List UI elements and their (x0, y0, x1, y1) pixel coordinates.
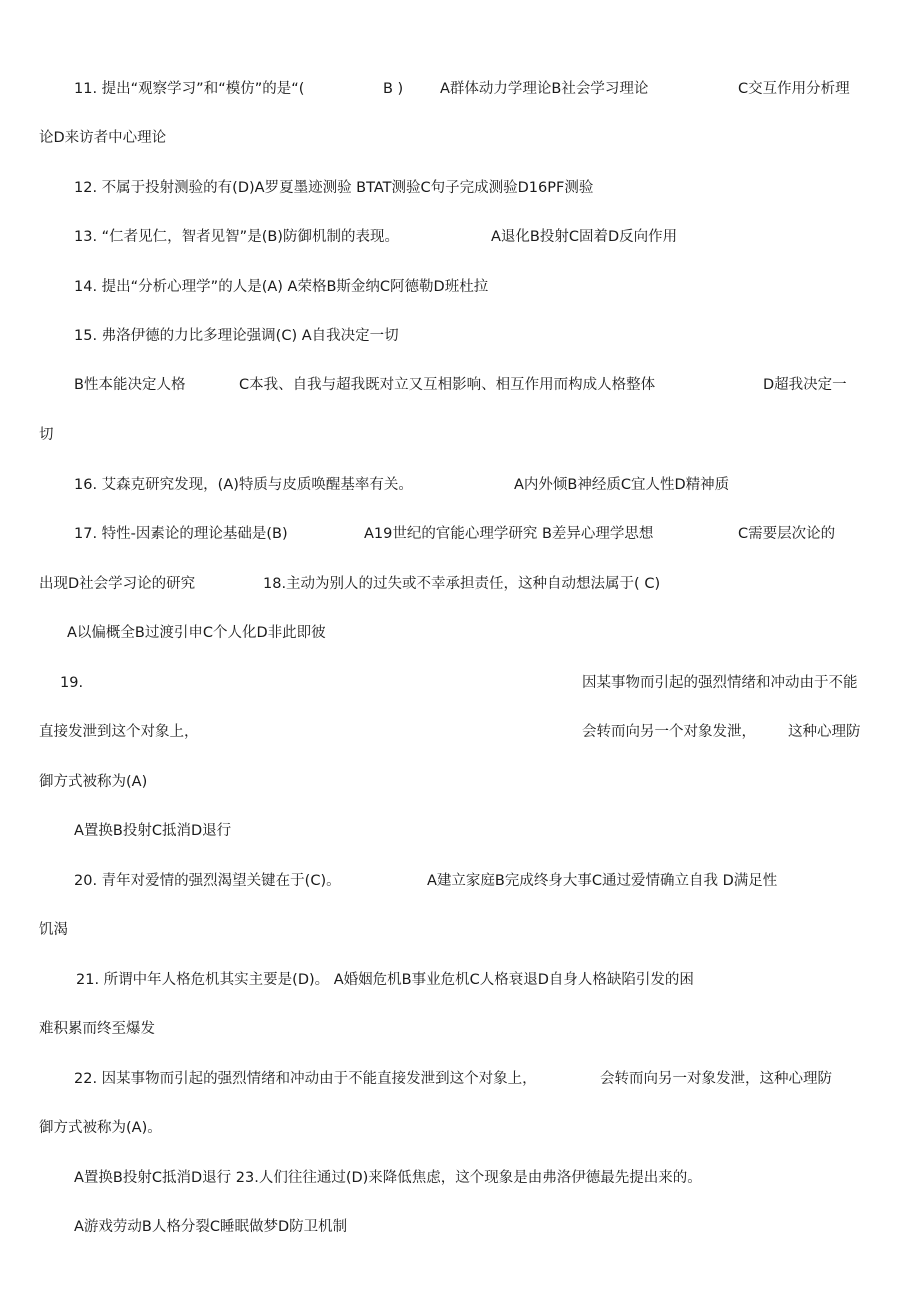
q19-stem-b: 直接发泄到这个对象上， (39, 724, 199, 740)
q15-stem: 15. 弗洛伊德的力比多理论强调(C) A自我决定一切 (74, 328, 399, 344)
q19-stem-d: 这种心理防 (788, 724, 861, 740)
q16-stem: 16. 艾森克研究发现，(A)特质与皮质唤醒基率有关。 (74, 477, 413, 493)
q13-stem: 13. “仁者见仁，智者见智”是(B)防御机制的表现。 (74, 229, 399, 245)
q17-option-c: C需要层次论的 (738, 526, 836, 542)
q23-options: A游戏劳动B人格分裂C睡眠做梦D防卫机制 (74, 1219, 348, 1235)
q19-stem-c: 会转而向另一个对象发泄， (582, 724, 756, 740)
q11-answer: B ) (383, 81, 404, 97)
q17-continuation: 出现D社会学习论的研究 (39, 576, 196, 592)
q17-stem: 17. 特性-因素论的理论基础是(B) (74, 526, 288, 542)
q20-options: A建立家庭B完成终身大事C通过爱情确立自我 D满足性 (427, 873, 778, 889)
q22-stem-c: 御方式被称为(A)。 (39, 1120, 162, 1136)
q17-options: A19世纪的官能心理学研究 B差异心理学思想 (364, 526, 654, 542)
q19-number: 19. (60, 675, 84, 691)
q18-options: A以偏概全B过渡引申C个人化D非此即彼 (67, 625, 326, 641)
q19-stem-a: 因某事物而引起的强烈情绪和冲动由于不能 (582, 675, 858, 691)
q16-options: A内外倾B神经质C宜人性D精神质 (514, 477, 730, 493)
q11-stem: 11. 提出“观察学习”和“模仿”的是“( (74, 81, 305, 97)
q13-options: A退化B投射C固着D反向作用 (491, 229, 678, 245)
q11-options: A群体动力学理论B社会学习理论 (440, 81, 649, 97)
q15-option-b: B性本能决定人格 (74, 377, 186, 393)
q18-stem: 18.主动为别人的过失或不幸承担责任，这种自动想法属于( C) (263, 576, 661, 592)
q22-stem-b: 会转而向另一对象发泄，这种心理防 (600, 1071, 832, 1087)
q20-stem: 20. 青年对爱情的强烈渴望关键在于(C)。 (74, 873, 341, 889)
q15-option-d: D超我决定一 (763, 377, 847, 393)
q21-continuation: 难积累而终至爆发 (39, 1021, 155, 1037)
q21-line: 21. 所谓中年人格危机其实主要是(D)。 A婚姻危机B事业危机C人格衰退D自身人格缺陷引发的困 (76, 972, 694, 988)
q22-stem-a: 22. 因某事物而引起的强烈情绪和冲动由于不能直接发泄到这个对象上， (74, 1071, 537, 1087)
q19-options: A置换B投射C抵消D退行 (74, 823, 232, 839)
q19-stem-e: 御方式被称为(A) (39, 774, 148, 790)
q22-options-q23-stem: A置换B投射C抵消D退行 23.人们往往通过(D)来降低焦虑，这个现象是由弗洛伊德最先提出来的。 (74, 1170, 702, 1186)
q11-option-c: C交互作用分析理 (738, 81, 850, 97)
q15-option-c: C本我、自我与超我既对立又互相影响、相互作用而构成人格整体 (239, 377, 656, 393)
q20-continuation: 饥渴 (39, 922, 68, 938)
q14-line: 14. 提出“分析心理学”的人是(A) A荣格B斯金纳C阿德勒D班杜拉 (74, 279, 489, 295)
q15-continuation: 切 (39, 427, 54, 443)
q12-line: 12. 不属于投射测验的有(D)A罗夏墨迹测验 BTAT测验C句子完成测验D16PF测验 (74, 180, 594, 196)
q11-continuation: 论D来访者中心理论 (39, 130, 167, 146)
